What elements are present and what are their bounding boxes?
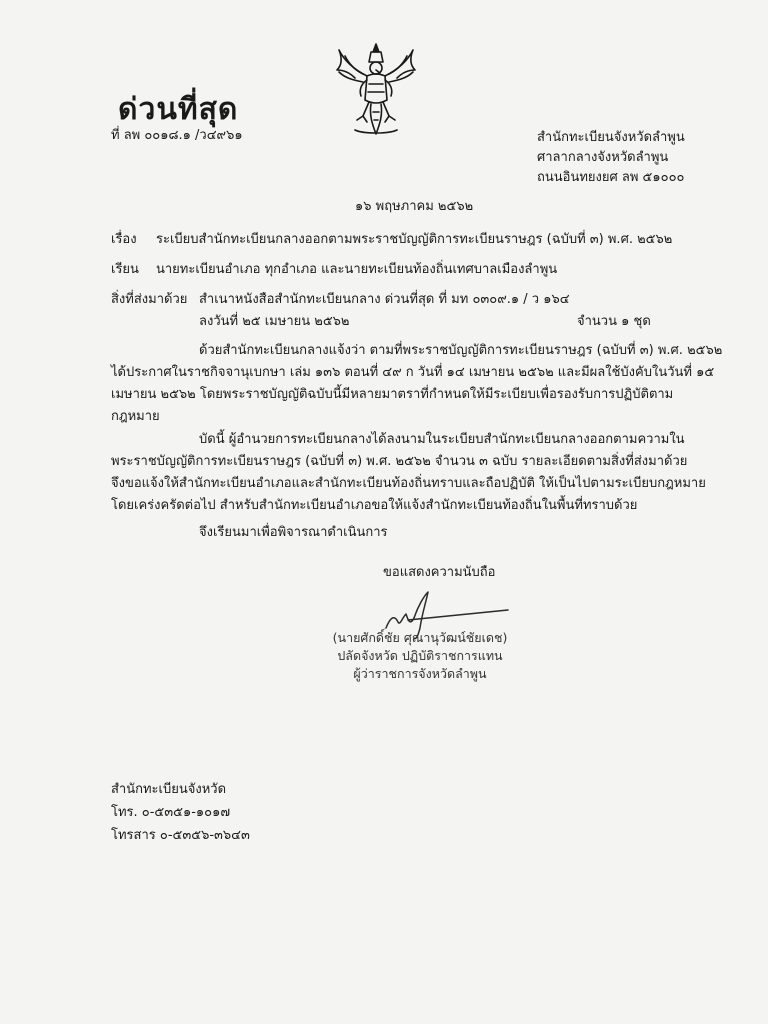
paragraph-line: จึงขอแจ้งให้สำนักทะเบียนอำเภอและสำนักทะเบียนท้องถิ่นทราบและถือปฏิบัติ ให้เป็นไปตามระเบียบกฎหมาย	[111, 476, 706, 491]
signatory-position: ปลัดจังหวัด ปฏิบัติราชการแทน	[337, 648, 503, 663]
subject-text: ระเบียบสำนักทะเบียนกลางออกตามพระราชบัญญัติการทะเบียนราษฎร (ฉบับที่ ๓) พ.ศ. ๒๕๖๒	[156, 232, 673, 247]
signatory-position: ผู้ว่าราชการจังหวัดลำพูน	[353, 666, 487, 681]
enclosure-line2: ลงวันที่ ๒๕ เมษายน ๒๕๖๒	[199, 314, 350, 329]
urgency-stamp: ด่วนที่สุด	[118, 92, 239, 127]
sender-line: ถนนอินทยงยศ ลพ ๕๑๐๐๐	[537, 170, 685, 185]
paragraph-line: ได้ประกาศในราชกิจจานุเบกษา เล่ม ๑๓๖ ตอนที่ ๔๙ ก วันที่ ๑๔ เมษายน ๒๕๖๒ และมีผลใช้บังคับในวันที่ ๑๕	[111, 365, 715, 380]
closing-phrase: ขอแสดงความนับถือ	[383, 565, 496, 580]
paragraph-line: เมษายน ๒๕๖๒ โดยพระราชบัญญัติฉบับนี้มีหลายมาตราที่กำหนดให้มีระเบียบเพื่อรองรับการปฏิบัติตาม	[111, 387, 674, 402]
body-paragraph-2	[111, 429, 721, 517]
footer-fax: โทรสาร ๐-๕๓๕๖-๓๖๔๓	[111, 828, 250, 843]
paragraph-line: กฎหมาย	[111, 409, 160, 424]
closing-request: จึงเรียนมาเพื่อพิจารณาดำเนินการ	[199, 525, 388, 540]
enclosure-quantity: จำนวน ๑ ชุด	[577, 314, 651, 329]
reference-number: ที่ ลพ ๐๐๑๘.๑ /ว๔๙๖๑	[111, 128, 243, 143]
enclosure-label: สิ่งที่ส่งมาด้วย	[111, 292, 188, 307]
signature-block	[320, 629, 520, 683]
enclosure-line1: สำเนาหนังสือสำนักทะเบียนกลาง ด่วนที่สุด ที่ มท ๐๓๐๙.๑ / ว ๑๖๔	[199, 292, 570, 307]
sender-line: ศาลากลางจังหวัดลำพูน	[537, 150, 669, 165]
paragraph-line: โดยเคร่งครัดต่อไป สำหรับสำนักทะเบียนอำเภอขอให้แจ้งสำนักทะเบียนท้องถิ่นในพื้นที่ทราบด้วย	[111, 498, 638, 513]
footer-office: สำนักทะเบียนจังหวัด	[111, 782, 227, 797]
paragraph-line: บัดนี้ ผู้อำนวยการทะเบียนกลางได้ลงนามในระเบียบสำนักทะเบียนกลางออกตามความใน	[199, 432, 685, 447]
garuda-emblem-icon	[333, 40, 419, 140]
paragraph-line: ด้วยสำนักทะเบียนกลางแจ้งว่า ตามที่พระราชบัญญัติการทะเบียนราษฎร (ฉบับที่ ๓) พ.ศ. ๒๕๖๒	[199, 343, 723, 358]
paragraph-line: พระราชบัญญัติการทะเบียนราษฎร (ฉบับที่ ๓) พ.ศ. ๒๕๖๒ จำนวน ๓ ฉบับ รายละเอียดตามสิ่งที่ส่งมาด้วย	[111, 454, 688, 469]
document-date: ๑๖ พฤษภาคม ๒๕๖๒	[355, 199, 474, 214]
footer-telephone: โทร. ๐-๕๓๕๑-๑๐๑๗	[111, 805, 231, 820]
sender-line: สำนักทะเบียนจังหวัดลำพูน	[537, 130, 685, 145]
recipient-text: นายทะเบียนอำเภอ ทุกอำเภอ และนายทะเบียนท้องถิ่นเทศบาลเมืองลำพูน	[156, 262, 558, 277]
subject-label: เรื่อง	[111, 232, 137, 247]
sender-address	[537, 128, 685, 188]
signatory-name: (นายศักดิ์ชัย ศุณานุวัฒน์ชัยเดช)	[332, 630, 508, 645]
recipient-label: เรียน	[111, 262, 139, 277]
body-paragraph-1	[111, 340, 721, 428]
footer-contact	[111, 778, 250, 847]
